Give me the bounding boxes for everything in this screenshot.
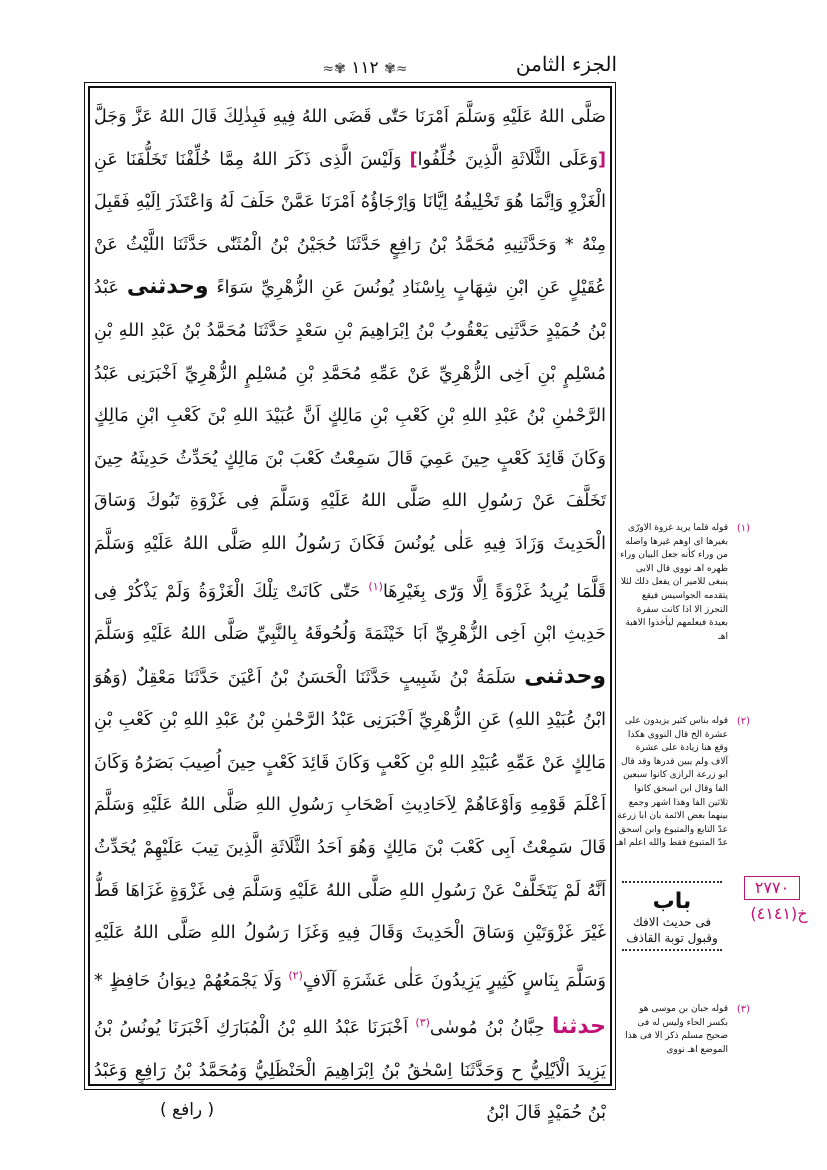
chain-marker-1: وحدثنى	[126, 274, 209, 300]
note-ref-3: (٣)	[415, 1016, 430, 1030]
footnote-2: (٢) قوله بناس كثير يزيدون على عشرة الخ قال النووى هكذا وقع هنا زيادة على عشرة آلاف ولم يبين قدرها وقد قال ابو زرعة الرازى كانوا سبعين الفا وقال ابن اسحق كانوا ثلاثين الفا وهذا اشهر وجمع بينهما بعض الائمة بان ابا زرعة عدّ التابع والمتبوع وابن اسحق عدّ المتبوع فقط والله اعلم اهـ	[616, 716, 750, 849]
bracket-open: [	[597, 149, 606, 170]
divider	[622, 881, 722, 887]
page-number: ≈✾ ١١٢ ✾≈	[322, 58, 408, 78]
bracket-close: ]	[409, 149, 418, 170]
main-text: صَلَّى اللهُ عَلَيْهِ وَسَلَّمَ اَمْرَنَا حَتّٰى قَضَى اللهُ فِيهِ فَبِذٰلِكَ قَالَ اللهُ عَزَّ وَجَلَّ [وَعَلَى الثَّلَاثَةِ الَّذِينَ خُلِّفُوا] وَلَيْسَ الَّذِى ذَكَرَ اللهُ مِمَّا خُلِّفْنَا تَخَلُّفَنَا عَنِ الْغَزْوِ وَاِنَّمَا هُوَ تَخْلِيفُهُ اِيَّانَا وَاِرْجَاؤُهُ اَمْرَنَا عَمَّنْ حَلَفَ لَهُ وَاعْتَذَرَ اِلَيْهِ فَقَبِلَ مِنْهُ * وَحَدَّثَنِيهِ مُحَمَّدُ بْنُ رَافِعٍ حَدَّثَنَا حُجَيْنُ بْنُ الْمُثَنّٰى حَدَّثَنَا اللَّيْثُ عَنْ عُقَيْلٍ عَنِ ابْنِ شِهَابٍ بِاِسْنَادِ يُونُسَ عَنِ الزُّهْرِيِّ سَوَاءً وحدثنى عَبْدُ بْنُ حُمَيْدٍ حَدَّثَنِى يَعْقُوبُ بْنُ اِبْرَاهِيمَ بْنِ سَعْدٍ حَدَّثَنَا مُحَمَّدُ بْنُ عَبْدِ اللهِ بْنِ مُسْلِمٍ بْنِ اَخِى الزُّهْرِيِّ عَنْ عَمِّهِ مُحَمَّدِ بْنِ مُسْلِمٍ الزُّهْرِيِّ اَخْبَرَنِى عَبْدُ الرَّحْمٰنِ بْنُ عَبْدِ اللهِ بْنِ كَعْبِ بْنِ مَالِكٍ اَنَّ عُبَيْدَ اللهِ بْنَ كَعْبِ ابْنِ مَالِكٍ وَكَانَ قَائِدَ كَعْبٍ حِينَ عَمِيَ قَالَ سَمِعْتُ كَعْبَ بْنَ مَالِكٍ يُحَدِّثُ حَدِيثَهُ حِينَ تَخَلَّفَ عَنْ رَسُولِ اللهِ صَلَّى اللهُ عَلَيْهِ وَسَلَّمَ فِى غَزْوَةِ تَبُوكَ وَسَاقَ الْحَدِيثَ وَزَادَ فِيهِ عَلٰى يُونُسَ فَكَانَ رَسُولُ اللهِ صَلَّى اللهُ عَلَيْهِ وَسَلَّمَ قَلَّمَا يُرِيدُ غَزْوَةً اِلَّا وَرّٰى بِغَيْرِهَا$^{(١)}$ حَتّٰى كَانَتْ تِلْكَ الْغَزْوَةُ وَلَمْ يَذْكُرْ فِى حَدِيثِ ابْنِ اَخِى الزُّهْرِيِّ اَبَا خَيْثَمَةَ وَلُحُوقَهُ بِالنَّبِيِّ صَلَّى اللهُ عَلَيْهِ وَسَلَّمَ وحدثنى سَلَمَةُ بْنُ شَبِيبٍ حَدَّثَنَا الْحَسَنُ بْنُ اَعْيَنَ حَدَّثَنَا مَعْقِلٌ (وَهُوَ ابْنُ عُبَيْدِ اللهِ) عَنِ الزُّهْرِيِّ اَخْبَرَنِى عَبْدُ الرَّحْمٰنِ بْنُ عَبْدِ اللهِ بْنِ كَعْبِ بْنِ مَالِكٍ عَنْ عَمِّهِ عُبَيْدِ اللهِ بْنِ كَعْبٍ وَكَانَ قَائِدَ كَعْبٍ حِينَ اُصِيبَ بَصَرُهُ وَكَانَ اَعْلَمَ قَوْمِهِ وَاَوْعَاهُمْ لِاَحَادِيثِ اَصْحَابِ رَسُولِ اللهِ صَلَّى اللهُ عَلَيْهِ وَسَلَّمَ قَالَ سَمِعْتُ اَبِى كَعْبَ بْنَ مَالِكٍ وَهُوَ اَحَدُ الثَّلَاثَةِ الَّذِينَ تِيبَ عَلَيْهِمْ يُحَدِّثُ اَنَّهُ لَمْ يَتَخَلَّفْ عَنْ رَسُولِ اللهِ صَلَّى اللهُ عَلَيْهِ وَسَلَّمَ فِى غَزْوَةٍ غَزَاهَا قَطُّ غَيْرَ غَزْوَتَيْنِ وَسَاقَ الْحَدِيثَ وَقَالَ فِيهِ وَغَزَا رَسُولُ اللهِ صَلَّى اللهُ عَلَيْهِ وَسَلَّمَ بِنَاسٍ كَثِيرٍ يَزِيدُونَ عَلٰى عَشَرَةِ آلَافٍ$^{(٢)}$ وَلَا يَجْمَعُهُمْ دِيوَانُ حَافِظٍ * حدثنا حِبَّانُ بْنُ مُوسٰى$^{(٣)}$ اَخْبَرَنَا عَبْدُ اللهِ بْنُ الْمُبَارَكِ اَخْبَرَنَا يُونُسُ بْنُ يَزِيدَ الْاَيْلِيُّ ح وَحَدَّثَنَا اِسْحٰقُ بْنُ اِبْرَاهِيمَ الْحَنْظَلِيُّ وَمُحَمَّدُ بْنُ رَافِعٍ وَعَبْدُ بْنُ حُمَيْدٍ قَالَ ابْنُ	[94, 107, 606, 1124]
divider	[622, 949, 722, 955]
footnote-3: (٣) قوله حبان بن موسى هو بكسر الحاء وليس له فى صحيح مسلم ذكر الا فى هذا الموضع اهـ نووى	[625, 1004, 750, 1055]
chapter-title: باب	[652, 889, 692, 914]
chapter-subtitle: فى حديث الافك وقبول توبة القاذف	[626, 915, 718, 945]
hadith-reference: خ(٤١٤١)	[750, 904, 808, 923]
chapter-heading	[616, 878, 728, 958]
hadith-number: ٢٧٧٠	[744, 876, 800, 900]
note-ref-2: (٢)	[288, 968, 303, 982]
footnote-1: (١) قوله قلما يريد غزوة الاورّى بغيرها اى اوهم غيرها واصله من وراء كأنه جعل البيان وراء ظهره اهـ نووى قال الابى ينبغى للامير ان يفعل ذلك لئلا يتقدمه الجواسيس فيقع التحرز الا اذا كانت سفرة بعيدة فيعلمهم ليأخذوا الاهبة اهـ	[620, 523, 750, 642]
quran-quote: وَعَلَى الثَّلَاثَةِ الَّذِينَ خُلِّفُوا	[417, 149, 598, 170]
chain-marker-3: حدثنا	[551, 1013, 606, 1039]
catchword: ( رافع )	[160, 1100, 215, 1120]
chain-marker-2: وحدثنى	[524, 663, 606, 689]
note-ref-1: (١)	[368, 579, 383, 593]
ornament-right-icon: ✾≈	[384, 61, 408, 77]
volume-title: الجزء الثامن	[515, 52, 617, 76]
ornament-left-icon: ≈✾	[322, 61, 346, 77]
